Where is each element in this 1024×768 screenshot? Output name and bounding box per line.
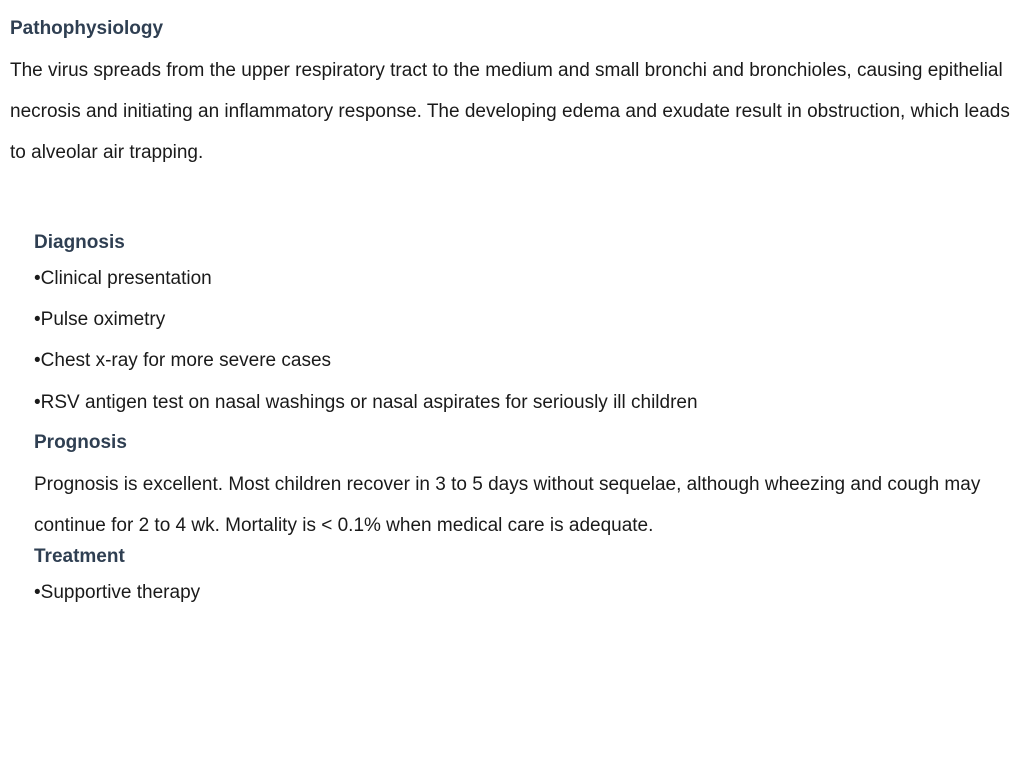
treatment-heading: Treatment — [34, 546, 125, 567]
pathophysiology-text: The virus spreads from the upper respiratory tract to the medium and small bronchi and bronchioles, causing epithelial necrosis and initiating an inflammatory response. The developing edema and exudate result in obstruction, which leads to alveolar air trapping. — [10, 60, 1010, 163]
diagnosis-item-pulse-oximetry: •Pulse oximetry — [34, 309, 166, 330]
treatment-item-supportive-therapy: •Supportive therapy — [34, 582, 201, 603]
diagnosis-item-clinical-presentation: •Clinical presentation — [34, 268, 212, 289]
diagnosis-item-rsv-antigen-test: •RSV antigen test on nasal washings or nasal aspirates for seriously ill children — [34, 392, 698, 413]
prognosis-heading: Prognosis — [34, 432, 127, 453]
pathophysiology-heading: Pathophysiology — [10, 18, 164, 39]
diagnosis-heading: Diagnosis — [34, 232, 125, 253]
diagnosis-item-chest-xray: •Chest x-ray for more severe cases — [34, 350, 332, 371]
prognosis-text: Prognosis is excellent. Most children recover in 3 to 5 days without sequelae, although wheezing and cough may continue for 2 to 4 wk. Mortality is < 0.1% when medical care is adequate. — [34, 474, 981, 536]
